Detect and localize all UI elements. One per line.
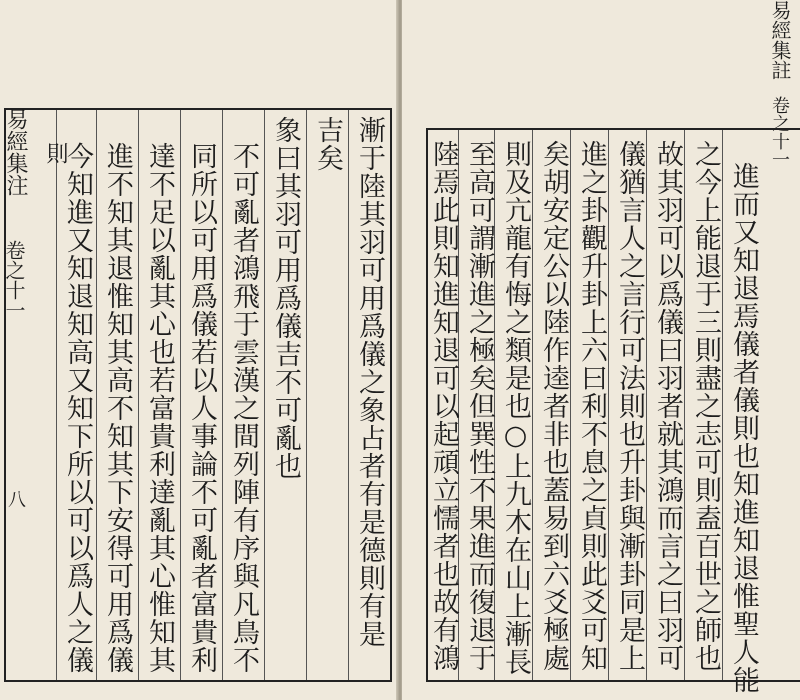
text-column: 達不足以亂其心也若富貴利達亂其心惟知其 — [144, 142, 175, 674]
text-column: 至高可謂漸進之極矣但巽性不果進而復退于 — [464, 140, 495, 672]
left-page — [0, 0, 398, 700]
text-column: 儀猶言人之言行可法則也升卦與漸卦同是上 — [614, 140, 645, 672]
text-column: 不可亂者鴻飛于雲漢之間列陣有序與凡鳥不 — [228, 142, 259, 674]
book-title: 易經集注 — [3, 108, 28, 196]
page-number: 八 — [5, 490, 26, 508]
text-column: 矣胡安定公以陸作逵者非也蓋易到六爻極處 — [538, 140, 569, 672]
text-column: 進之卦觀升卦上六曰利不息之貞則此爻可知 — [576, 140, 607, 672]
right-margin-title — [766, 0, 795, 80]
text-column: 同所以可用爲儀若以人事論不可亂者富貴利 — [186, 142, 217, 674]
text-column: 進不知其退惟知其高不知其下安得可用爲儀 — [102, 142, 133, 674]
text-column: 之今上能退于三則盡之志可則盍百世之師也 — [690, 140, 721, 672]
volume-label: 卷之十一 — [769, 96, 790, 168]
text-column: 則及亢龍有悔之類是也○上九木在山上漸長 — [500, 140, 531, 676]
text-column: 進而又知退焉儀者儀則也知進知退惟聖人能 — [728, 162, 759, 694]
text-column: 今知進又知退知高又知下所以可以爲人之儀 — [62, 142, 93, 674]
right-page — [402, 0, 800, 700]
text-column: 陸焉此則知進知退可以起頑立懦者也故有鴻 — [428, 140, 459, 672]
left-margin-title — [0, 108, 31, 196]
left-margin-volume — [0, 240, 29, 320]
text-column: 則 — [43, 142, 68, 165]
left-page-number — [2, 490, 28, 508]
text-column: 象曰其羽可用爲儀吉不可亂也 — [270, 116, 301, 480]
volume-label: 卷之十一 — [2, 240, 26, 320]
text-column: 吉矣 — [312, 116, 343, 172]
right-text-frame — [426, 128, 800, 694]
left-text-frame — [4, 108, 392, 682]
text-column: 漸于陸其羽可用爲儀之象占者有是德則有是 — [354, 116, 385, 648]
text-column: 故其羽可以爲儀曰羽者就其鴻而言之曰羽可 — [652, 140, 683, 672]
book-title: 易經集註 — [768, 0, 792, 80]
